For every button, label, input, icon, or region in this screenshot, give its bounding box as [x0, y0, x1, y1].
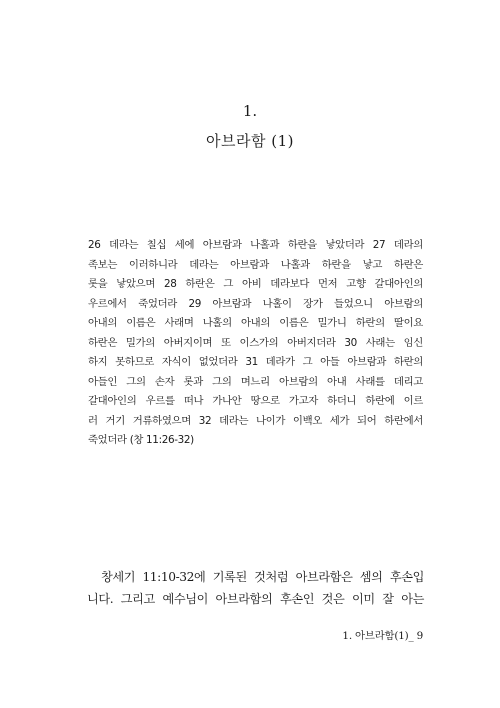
scripture-line: 아내의 이름은 사래며 나홀의 아내의 이름은 밀가니 하란의 딸이요 [88, 317, 423, 329]
body-line: 니다. 그리고 예수님이 아브라함의 후손인 것은 이미 잘 아는 [87, 592, 424, 606]
chapter-title: 아브라함 (1) [206, 132, 294, 150]
scripture-line: 하란은 밀가의 아버지이며 또 이스가의 아버지더라 30 사래는 임신 [88, 336, 423, 349]
chapter-number: 1. [242, 102, 258, 120]
body-line: 창세기 11:10-32에 기록된 것처럼 아브라함은 셈의 후손입 [101, 570, 424, 584]
scripture-passage [88, 236, 423, 451]
scripture-line: 26 데라는 칠십 세에 아브람과 나홀과 하란을 낳았더라 27 데라의 [88, 239, 423, 251]
scripture-line: 롯을 낳았으며 28 하란은 그 아비 데라보다 먼저 고향 갈대아인의 [88, 278, 423, 290]
scripture-line: 족보는 이러하니라 데라는 아브람과 나홀과 하란을 낳고 하란은 [88, 258, 423, 271]
scripture-line: 러 거기 거류하였으며 32 데라는 나이가 이백오 세가 되어 하란에서 [88, 414, 423, 427]
scripture-line: 우르에서 죽었더라 29 아브람과 나홀이 장가 들었으니 아브람의 [88, 297, 423, 310]
scripture-line: 죽었더라 (창 11:26-32) [88, 434, 194, 446]
scripture-line: 갈대아인의 우르를 떠나 가나안 땅으로 가고자 하더니 하란에 이르 [88, 395, 423, 407]
scripture-line: 하지 못하므로 자식이 없었더라 31 데라가 그 아들 아브람과 하란의 [88, 356, 423, 368]
running-footer: 1. 아브라함(1)_ 9 [342, 630, 423, 642]
scripture-line: 아들인 그의 손자 롯과 그의 며느리 아브람의 아내 사래를 데리고 [88, 375, 423, 388]
body-paragraph [87, 566, 424, 610]
